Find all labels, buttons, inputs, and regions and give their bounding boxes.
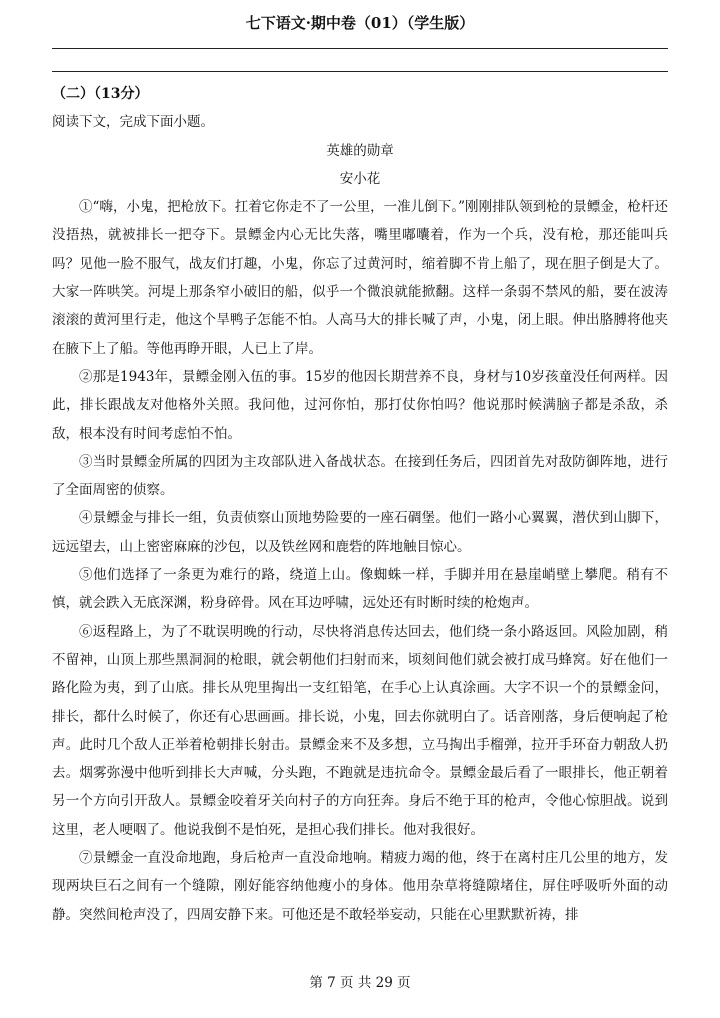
- paragraph-5: ⑤他们选择了一条更为难行的路，绕道上山。像蜘蛛一样，手脚并用在悬崖峭壁上攀爬。稍有不慎，就会跌入无底深渊，粉身碎骨。风在耳边呼啸，远处还有时断时续的枪炮声。: [52, 567, 668, 612]
- paragraph-1: ①“嗨，小鬼，把枪放下。扛着它你走不了一公里，一准儿倒下。”刚刚排队领到枪的景鳔金，枪杆还没捂热，就被排长一把夺下。景鳔金内心无比失落，嘴里嘟囔着，作为一个兵，没有枪，那还能叫兵吗？见他一脸不服气，战友们打趣，小鬼，你忘了过黄河时，缩着脚不肯上船了，现在胆子倒是大了。大家一阵哄笑。河堤上那条窄小破旧的船，似乎一个微浪就能掀翻。这样一条弱不禁风的船，要在波涛滚滚的黄河里行走，他这个旱鸭子怎能不怕。人高马大的排长喊了声，小鬼，闭上眼。伸出胳膊将他夹在腋下上了船。等他再睁开眼，人已上了岸。: [52, 199, 668, 357]
- paragraph-7: ⑦景鳔金一直没命地跑，身后枪声一直没命地响。精疲力竭的他，终于在离村庄几公里的地方，发现两块巨石之间有一个缝隙，刚好能容纳他瘦小的身体。他用杂草将缝隙堵住，屏住呼吸听外面的动静。突然间枪声没了，四周安静下来。可他还是不敢轻举妄动，只能在心里默默祈祷，排: [52, 850, 668, 923]
- page-number: 第 7 页 共 29 页: [309, 975, 411, 991]
- header-divider: [52, 48, 668, 49]
- article-title: 英雄的勋章: [326, 142, 394, 159]
- document-body: [52, 80, 668, 929]
- instruction-text: 阅读下文，完成下面小题。: [52, 114, 214, 131]
- header-divider-lower: [52, 71, 668, 72]
- paragraph-2: ②那是1943年，景鳔金刚入伍的事。15岁的他因长期营养不良，身材与10岁孩童没任何两样。因此，排长跟战友对他格外关照。我问他，过河你怕，那打仗你怕吗？他说那时候满脑子都是杀敌，杀敌，根本没有时间考虑怕不怕。: [52, 368, 668, 442]
- paragraph-4: ④景鳔金与排长一组，负责侦察山顶地势险要的一座石碉堡。他们一路小心翼翼，潜伏到山脚下，远远望去，山上密密麻麻的沙包，以及铁丝网和鹿砦的阵地触目惊心。: [52, 510, 668, 555]
- paragraph-3: ③当时景鳔金所属的四团为主攻部队进入备战状态。在接到任务后，四团首先对敌防御阵地，进行了全面周密的侦察。: [52, 453, 668, 499]
- section-label: （二）（13分）: [52, 86, 149, 102]
- article-author: 安小花: [339, 170, 381, 187]
- header-title: 七下语文·期中卷（01）（学生版）: [245, 14, 475, 32]
- paragraph-6: ⑥返程路上，为了不耽误明晚的行动，尽快将消息传达回去，他们绕一条小路返回。风险加剧，稍不留神，山顶上那些黑洞洞的枪眼，就会朝他们扫射而来，顷刻间他们就会被打成马蜂窝。好在他们一路化险为夷，到了山底。排长从兜里掏出一支红铅笔，在手心上认真涂画。大字不识一个的景鳔金问，排长，都什么时候了，你还有心思画画。排长说，小鬼，回去你就明白了。话音刚落，身后便响起了枪声。此时几个敌人正举着枪朝排长射击。景鳔金来不及多想，立马掏出手榴弹，拉开手环奋力朝敌人扔去。烟雾弥漫中他听到排长大声喊，分头跑，不跑就是违抗命令。景鳔金最后看了一眼排长，他正朝着另一个方向引开敌人。景鳔金咬着牙关向村子的方向狂奔。身后不绝于耳的枪声，令他心惊胆战。说到这里，老人哽咽了。他说我倒不是怕死，是担心我们排长。他对我很好。: [52, 623, 668, 838]
